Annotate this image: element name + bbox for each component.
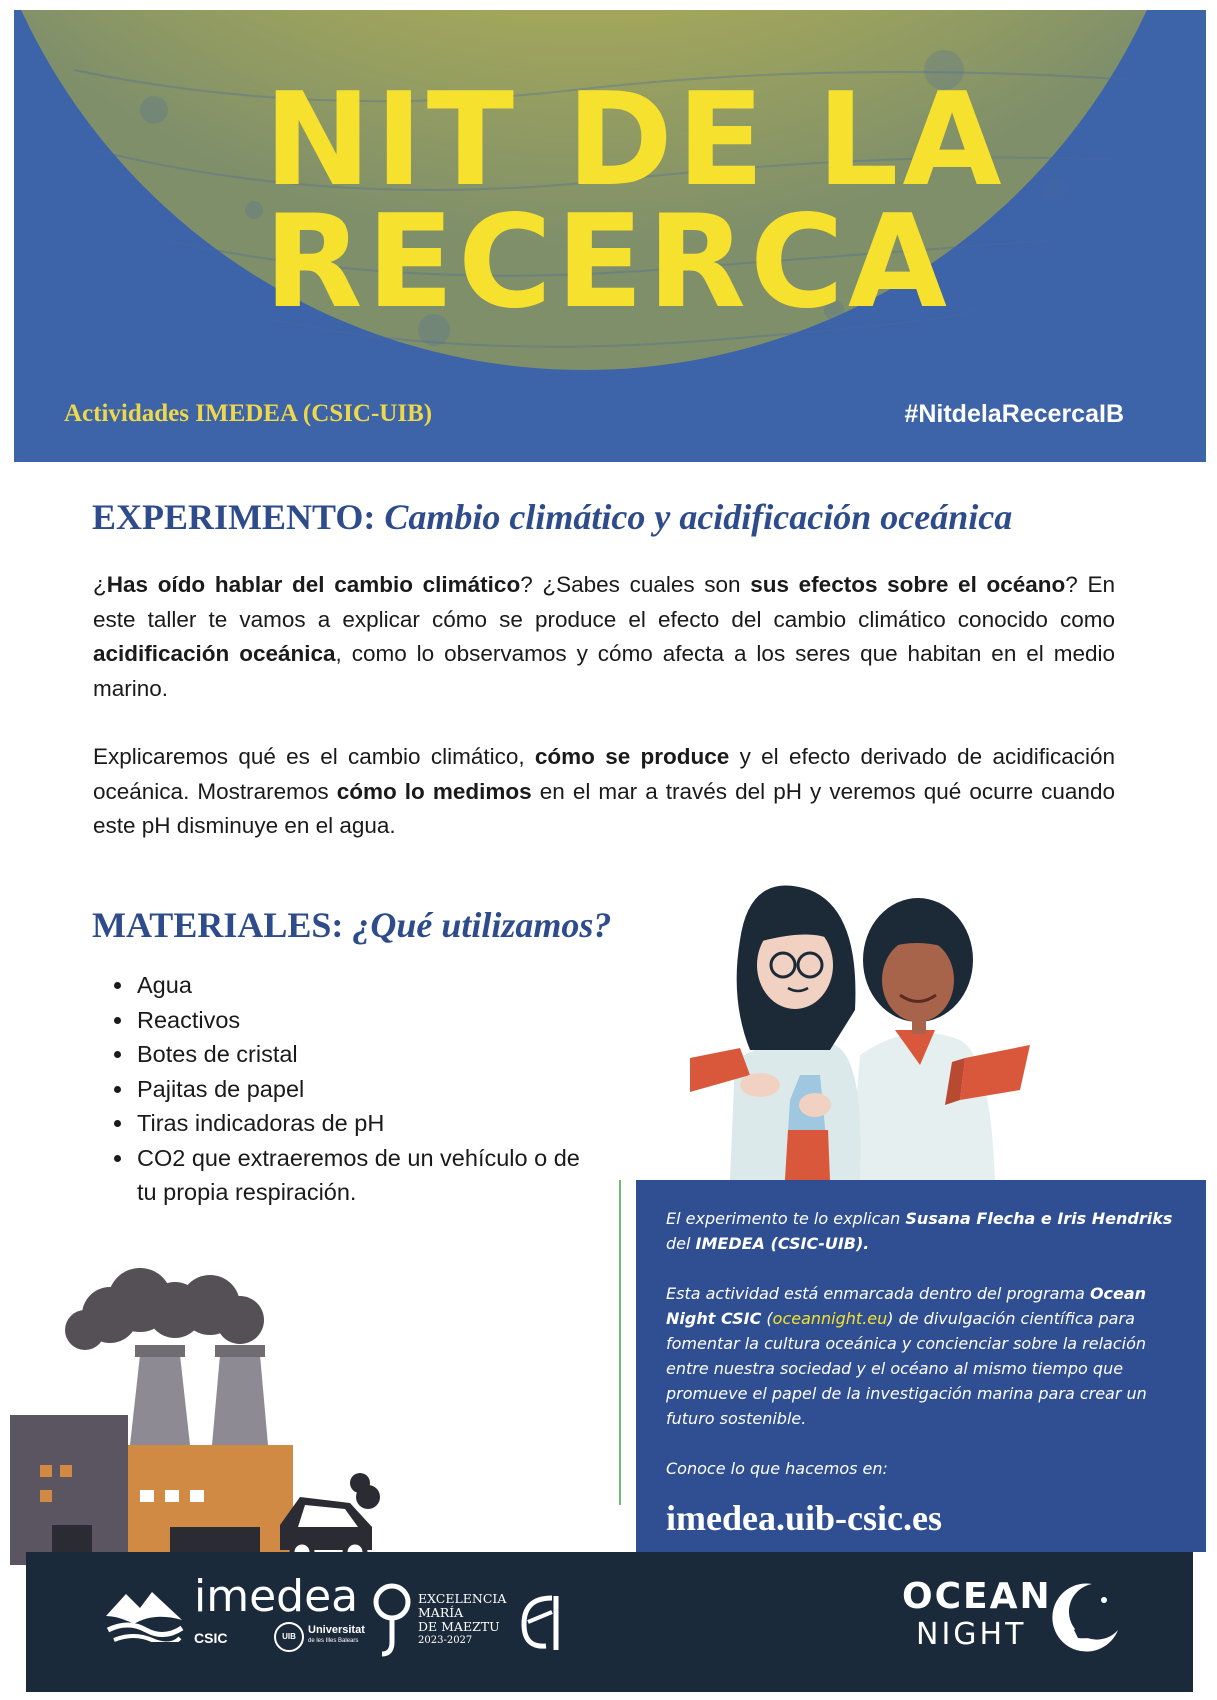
excelencia-line-4: 2023-2027 xyxy=(418,1635,473,1646)
event-title xyxy=(264,66,1006,337)
bold-text: acidificación oceánica xyxy=(93,641,336,666)
imedea-waves-icon xyxy=(104,1586,184,1642)
bold-text: Has oído hablar del cambio climático xyxy=(106,572,521,597)
text-run: ¿ xyxy=(93,572,107,597)
maeztu-emblem-icon xyxy=(372,1582,412,1658)
text-run: , como lo observamos y cómo afecta a los seres que habitan en el medio marino. xyxy=(93,641,1116,701)
experiment-subtitle: Cambio climático y acidificación oceánica xyxy=(384,497,1013,537)
bold-text: IMEDEA (CSIC-UIB). xyxy=(695,1234,870,1253)
scientists-illustration xyxy=(690,880,1090,1180)
experiment-heading xyxy=(92,496,1012,538)
experiment-paragraph-1 xyxy=(93,568,1115,706)
bold-text: cómo se produce xyxy=(534,744,730,769)
excelencia-line-2: MARÍA xyxy=(418,1605,464,1620)
text-run: en el mar a través del pH y veremos qué ocurre cuando este pH disminuye en el agua. xyxy=(93,778,1115,838)
excelencia-text xyxy=(418,1592,506,1648)
vertical-divider xyxy=(619,1180,621,1505)
footer-logos xyxy=(26,1552,1193,1692)
text-run: Esta actividad está enmarcada dentro del programa xyxy=(666,1284,1090,1303)
bold-text: cómo lo medimos xyxy=(336,778,532,804)
moon-whale-icon xyxy=(1044,1578,1124,1658)
e-logo-icon xyxy=(516,1590,564,1654)
materials-list xyxy=(112,968,605,1210)
materials-label: MATERIALES: xyxy=(92,905,344,945)
materials-subtitle: ¿Qué utilizamos? xyxy=(352,905,612,945)
website-link[interactable]: imedea.uib-csic.es xyxy=(666,1498,942,1538)
presenters-text xyxy=(666,1206,1176,1256)
list-item: • Botes de cristal xyxy=(135,1037,605,1072)
event-title-line-2: RECERCA xyxy=(264,188,951,337)
text-run: Explicaremos qué es el cambio climático, xyxy=(93,744,535,769)
list-item: • Reactivos xyxy=(135,1003,605,1038)
csic-logo-text: CSIC xyxy=(194,1630,228,1646)
excelencia-line-3: DE MAEZTU xyxy=(418,1619,500,1634)
list-item: • Pajitas de papel xyxy=(135,1072,605,1107)
text-run: ( xyxy=(761,1309,773,1328)
experiment-paragraph-2 xyxy=(93,740,1115,844)
imedea-wordmark: imedea xyxy=(194,1571,359,1622)
list-item: • Agua xyxy=(135,968,605,1003)
event-title-line-1: NIT DE LA xyxy=(264,66,1006,215)
event-hashtag: #NitdelaRecercaIB xyxy=(904,400,1124,428)
list-item: • Tiras indicadoras de pH xyxy=(135,1106,605,1141)
universitat-label: Universitat xyxy=(308,1624,365,1636)
inline-link[interactable]: oceannight.eu xyxy=(772,1309,888,1328)
text-run: ? ¿Sabes cuales son xyxy=(520,572,751,597)
program-text xyxy=(666,1281,1176,1431)
bold-text: Susana Flecha e Iris Hendriks xyxy=(905,1209,1173,1228)
universitat-sublabel: de les Illes Balears xyxy=(308,1638,359,1644)
organizer-caption: Actividades IMEDEA (CSIC-UIB) xyxy=(64,400,433,427)
text-run: El experimento te lo explican xyxy=(666,1209,906,1228)
ocean-wordmark: OCEAN xyxy=(902,1576,1052,1617)
text-run: y el efecto derivado de acidificación oceánica. Mostraremos xyxy=(93,744,1116,804)
cta-text: Conoce lo que hacemos en: xyxy=(666,1459,888,1478)
text-run: ? En este taller te vamos a explicar cómo se produce el efecto del cambio climático conocido como xyxy=(93,572,1115,632)
materials-heading xyxy=(92,904,611,946)
factory-illustration xyxy=(10,1265,390,1565)
bold-text: sus efectos sobre el océano xyxy=(750,572,1066,597)
list-item: • CO2 que extraeremos de un vehículo o de tu propia respiración. xyxy=(135,1141,605,1210)
hero-banner xyxy=(14,10,1206,462)
excelencia-line-1: EXCELENCIA xyxy=(418,1591,507,1606)
bold-text: Ocean Night CSIC xyxy=(666,1284,1147,1328)
uib-seal: UIB xyxy=(274,1622,304,1652)
text-run: ) de divulgación científica para fomentar la cultura oceánica y concienciar sobre la relación entre nuestra sociedad y el océano al mismo tiempo que promueve el papel de la investigación marina para crear un futuro sostenible. xyxy=(666,1309,1147,1428)
experiment-label: EXPERIMENTO: xyxy=(92,497,376,537)
night-wordmark: NIGHT xyxy=(916,1617,1027,1652)
text-run: del xyxy=(666,1234,696,1253)
info-box xyxy=(636,1180,1206,1552)
